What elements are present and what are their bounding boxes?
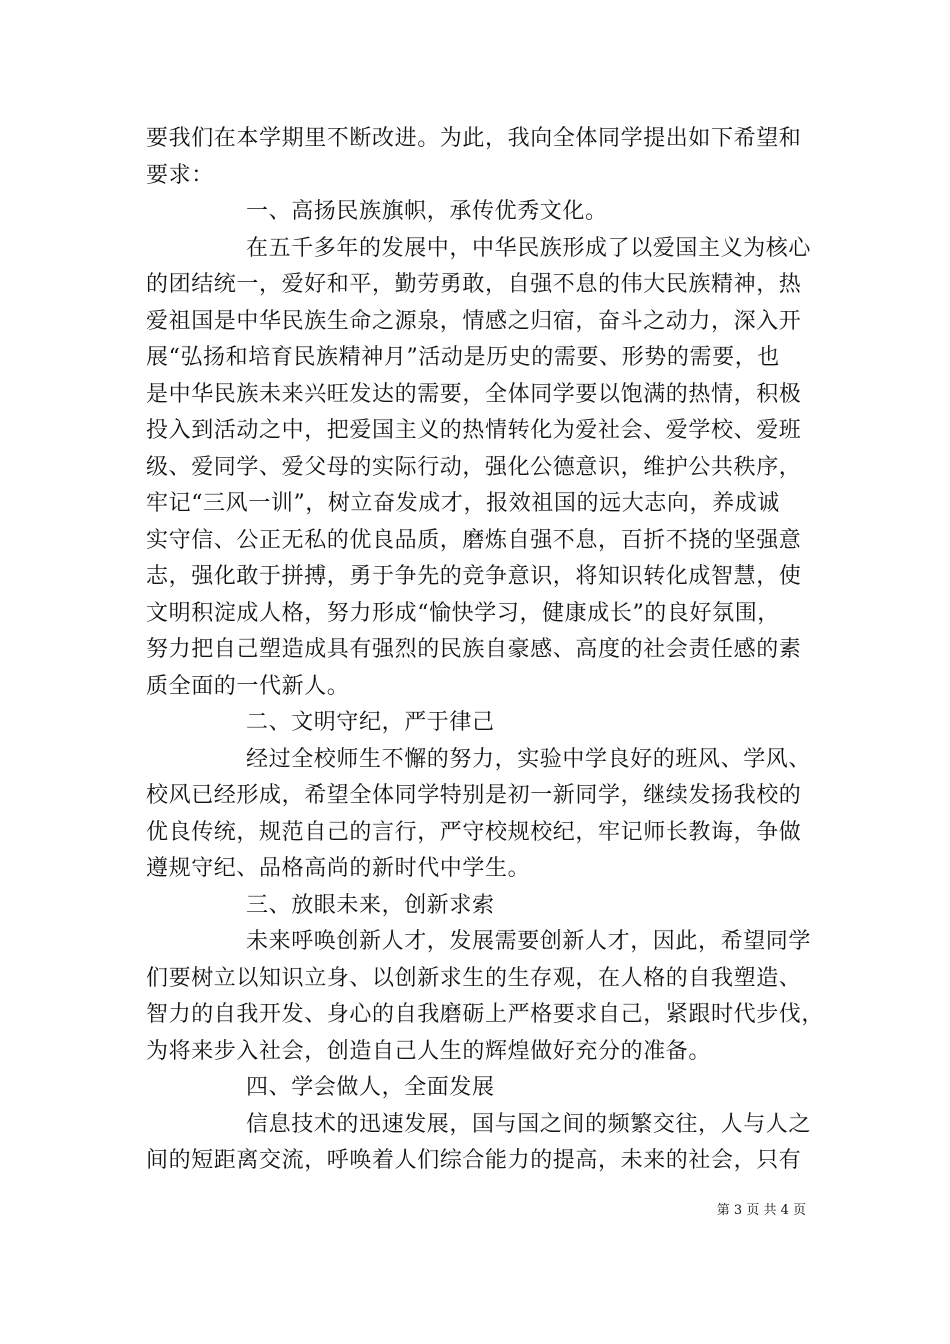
text-line: 遵规守纪、品格高尚的新时代中学生。 — [146, 856, 531, 881]
text-line: 三、放眼未来，创新求索 — [246, 892, 495, 918]
text-line: 爱祖国是中华民族生命之源泉，情感之归宿，奋斗之动力，深入开 — [146, 308, 802, 334]
text-line: 投入到活动之中，把爱国主义的热情转化为爱社会、爱学校、爱班 — [146, 418, 802, 443]
text-line: 志，强化敢于拼搏，勇于争先的竞争意识，将知识转化成智慧，使 — [146, 564, 802, 589]
document-body — [146, 121, 825, 1180]
text-line: 文明积淀成人格，努力形成“愉快学习，健康成长”的良好氛围， — [146, 600, 780, 626]
text-line: 间的短距离交流，呼唤着人们综合能力的提高，未来的社会，只有 — [146, 1148, 802, 1173]
page-footer: 第 3 页 共 4 页 — [716, 1203, 806, 1218]
text-line: 牢记“三风一训”，树立奋发成才，报效祖国的远大志向，养成诚 — [146, 491, 780, 516]
text-line: 实守信、公正无私的优良品质，磨炼自强不息，百折不挠的坚强意 — [146, 527, 802, 553]
text-line: 优良传统，规范自己的言行，严守校规校纪，牢记师长教诲，争做 — [146, 819, 802, 845]
text-line: 信息技术的迅速发展，国与国之间的频繁交往，人与人之 — [246, 1111, 812, 1137]
text-line: 展“弘扬和培育民族精神月”活动是历史的需要、形势的需要，也 — [146, 345, 780, 370]
text-line: 的团结统一，爱好和平，勤劳勇敢，自强不息的伟大民族精神，热 — [146, 272, 802, 297]
text-line: 是中华民族未来兴旺发达的需要，全体同学要以饱满的热情，积极 — [146, 381, 802, 407]
text-line: 为将来步入社会，创造自己人生的辉煌做好充分的准备。 — [146, 1038, 712, 1064]
text-line: 智力的自我开发、身心的自我磨砺上严格要求自己，紧跟时代步伐， — [146, 1002, 825, 1027]
text-line: 在五千多年的发展中，中华民族形成了以爱国主义为核心 — [246, 235, 812, 261]
text-line: 四、学会做人，全面发展 — [246, 1075, 495, 1100]
text-line: 努力把自己塑造成具有强烈的民族自豪感、高度的社会责任感的素 — [146, 637, 802, 662]
text-line: 级、爱同学、爱父母的实际行动，强化公德意识，维护公共秩序， — [146, 454, 802, 480]
text-line: 校风已经形成，希望全体同学特别是初一新同学，继续发扬我校的 — [146, 783, 802, 808]
text-line: 未来呼唤创新人才，发展需要创新人才，因此，希望同学 — [246, 929, 812, 954]
text-line: 要我们在本学期里不断改进。为此，我向全体同学提出如下希望和 — [146, 126, 802, 151]
text-line: 二、文明守纪，严于律己 — [246, 710, 495, 735]
text-line: 一、高扬民族旗帜，承传优秀文化。 — [246, 199, 608, 224]
text-line: 要求： — [146, 162, 214, 188]
text-line: 们要树立以知识立身、以创新求生的生存观，在人格的自我塑造、 — [146, 965, 802, 991]
text-line: 经过全校师生不懈的努力，实验中学良好的班风、学风、 — [246, 746, 812, 772]
text-line: 质全面的一代新人。 — [146, 673, 350, 699]
